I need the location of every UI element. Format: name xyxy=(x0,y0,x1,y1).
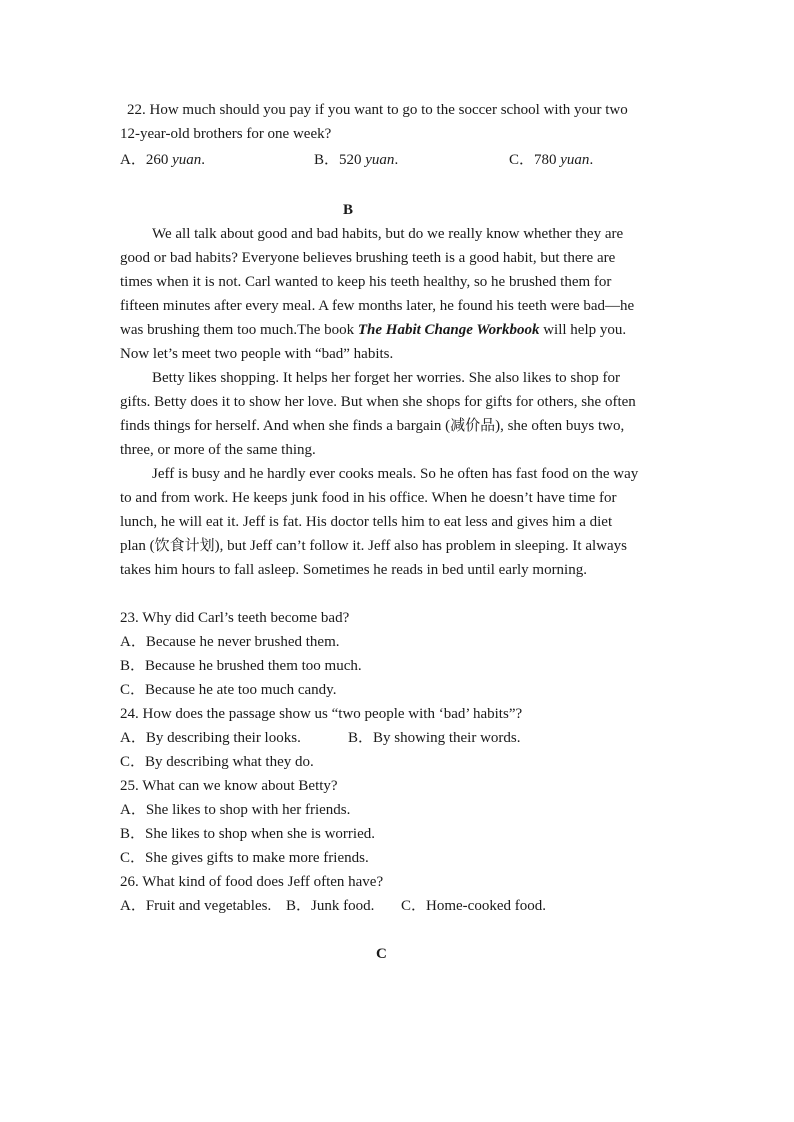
q25-stem: 25. What can we know about Betty? xyxy=(120,778,338,794)
q24-option-b: B．By showing their words. xyxy=(348,730,521,746)
p3-line4: plan (饮食计划), but Jeff can’t follow it. Jeff also has problem in sleeping. It always xyxy=(120,538,627,554)
q26-option-a: A．Fruit and vegetables. xyxy=(120,898,272,914)
q24-option-c: C．By describing what they do. xyxy=(120,754,314,770)
section-c-heading: C xyxy=(376,946,387,962)
q26-stem: 26. What kind of food does Jeff often have? xyxy=(120,874,384,890)
q22-option-a: A．260 yuan. xyxy=(120,152,206,168)
p1-line5: was brushing them too much.The book The Habit Change Workbook will help you. xyxy=(120,322,627,338)
p1-line6: Now let’s meet two people with “bad” habits. xyxy=(120,346,394,362)
q24-stem: 24. How does the passage show us “two people with ‘bad’ habits”? xyxy=(120,706,523,722)
p3-line1: Jeff is busy and he hardly ever cooks meals. So he often has fast food on the way xyxy=(152,466,639,482)
p1-line2: good or bad habits? Everyone believes brushing teeth is a good habit, but there are xyxy=(120,250,616,266)
q26-option-b: B．Junk food. xyxy=(286,898,375,914)
q25-option-a: A．She likes to shop with her friends. xyxy=(120,802,351,818)
p3-line3: lunch, he will eat it. Jeff is fat. His doctor tells him to eat less and gives him a diet xyxy=(120,514,613,530)
book-title: The Habit Change Workbook xyxy=(357,322,540,338)
p2-line2: gifts. Betty does it to show her love. But when she shops for gifts for others, she often xyxy=(120,394,636,410)
p1-line4: fifteen minutes after every meal. A few months later, he found his teeth were bad—he xyxy=(120,298,635,314)
p1-line3: times when it is not. Carl wanted to keep his teeth healthy, so he brushed them for xyxy=(120,274,612,290)
p3-line5: takes him hours to fall asleep. Sometimes he reads in bed until early morning. xyxy=(120,562,587,578)
p2-line1: Betty likes shopping. It helps her forget her worries. She also likes to shop for xyxy=(152,370,620,386)
p2-line3: finds things for herself. And when she finds a bargain (减价品), she often buys two, xyxy=(120,418,625,434)
q22-stem-line2: 12-year-old brothers for one week? xyxy=(120,126,332,142)
q26-option-c: C．Home-cooked food. xyxy=(401,898,546,914)
q22-stem-line1: 22. How much should you pay if you want to go to the soccer school with your two xyxy=(127,102,628,118)
q22-option-b: B．520 yuan. xyxy=(314,152,399,168)
q25-option-c: C．She gives gifts to make more friends. xyxy=(120,850,369,866)
p3-line2: to and from work. He keeps junk food in his office. When he doesn’t have time for xyxy=(120,490,617,506)
q23-option-c: C．Because he ate too much candy. xyxy=(120,682,337,698)
q22-option-c: C．780 yuan. xyxy=(509,152,594,168)
q23-option-a: A．Because he never brushed them. xyxy=(120,634,340,650)
q25-option-b: B．She likes to shop when she is worried. xyxy=(120,826,375,842)
p2-line4: three, or more of the same thing. xyxy=(120,442,316,458)
q23-stem: 23. Why did Carl’s teeth become bad? xyxy=(120,610,350,626)
p1-line1: We all talk about good and bad habits, but do we really know whether they are xyxy=(152,226,624,242)
q24-option-a: A．By describing their looks. xyxy=(120,730,301,746)
q23-option-b: B．Because he brushed them too much. xyxy=(120,658,362,674)
section-b-heading: B xyxy=(343,202,354,218)
